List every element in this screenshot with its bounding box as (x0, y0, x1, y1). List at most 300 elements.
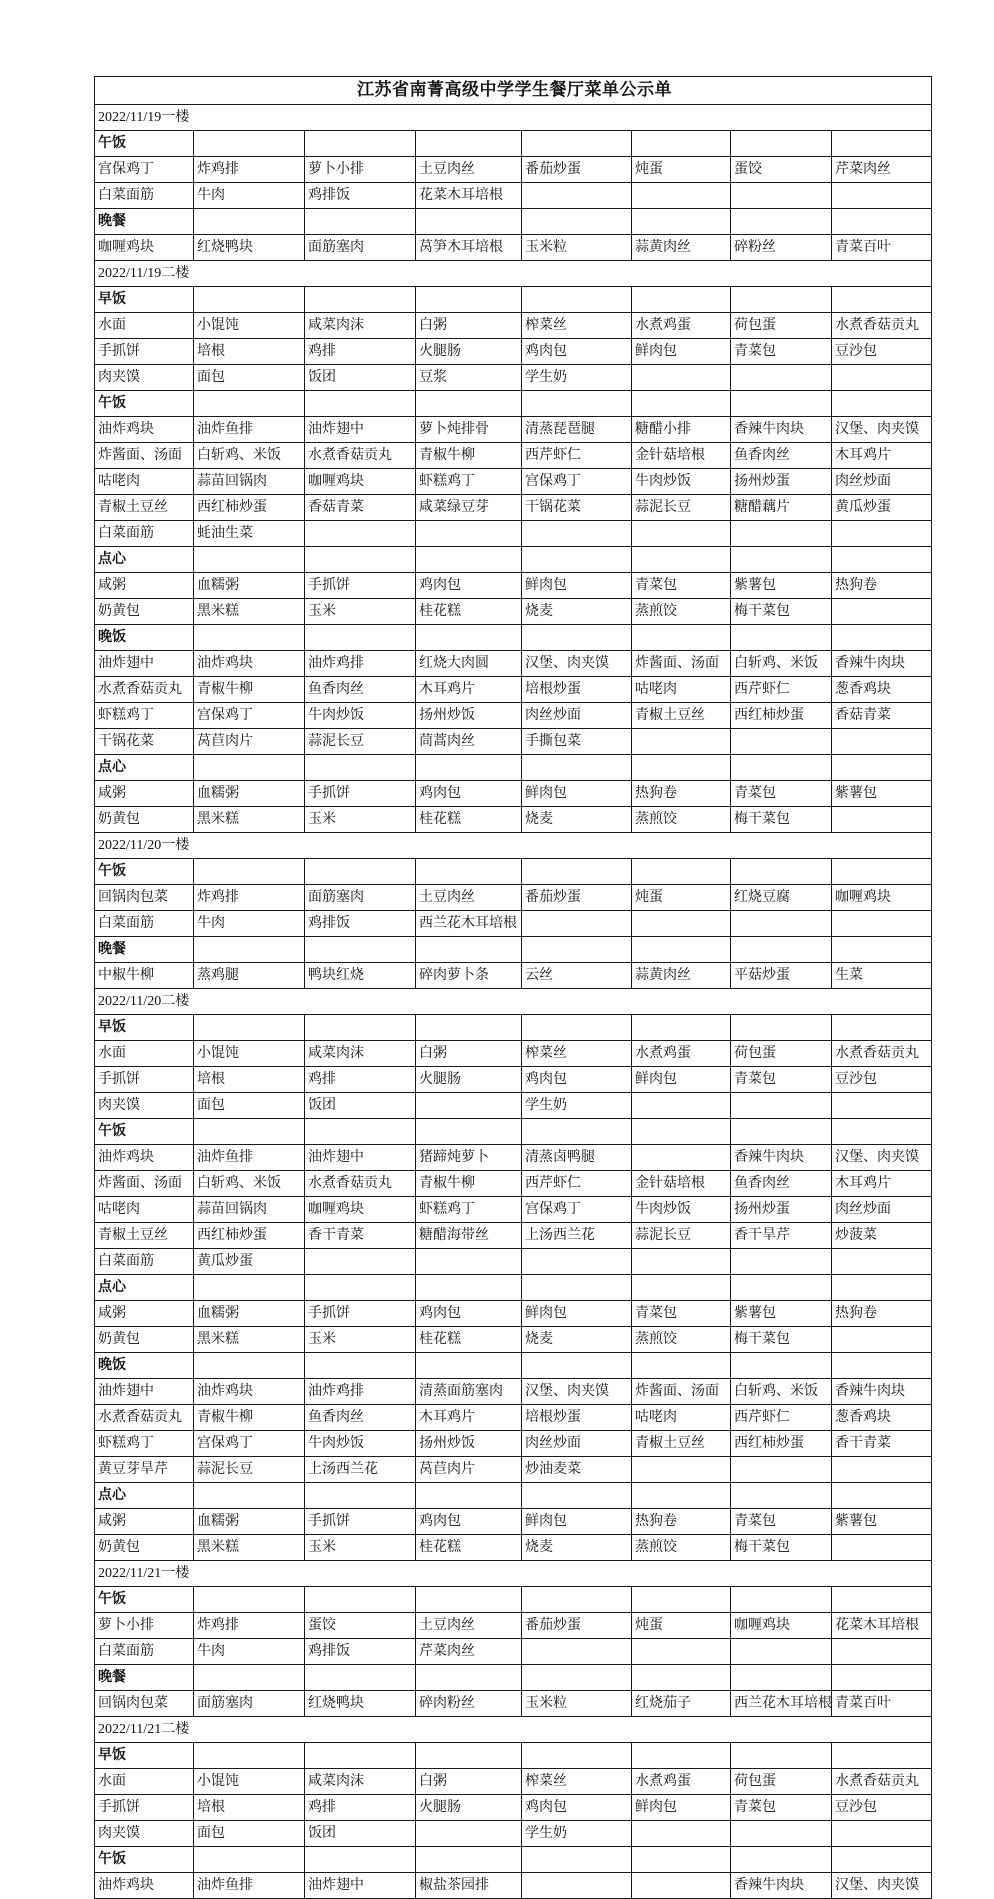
empty-cell (416, 755, 522, 781)
dish-cell: 香辣牛肉块 (731, 1873, 832, 1899)
dish-cell: 鸡肉包 (416, 1509, 522, 1535)
dish-cell: 水煮香菇贡丸 (832, 1769, 932, 1795)
dish-cell: 面筋塞肉 (305, 235, 416, 261)
dish-cell: 西兰花木耳培根 (731, 1691, 832, 1717)
dish-cell: 土豆肉丝 (416, 1613, 522, 1639)
empty-cell (731, 1743, 832, 1769)
empty-cell (632, 859, 731, 885)
dish-row (95, 807, 932, 833)
dish-cell: 炖蛋 (632, 157, 731, 183)
dish-row (95, 235, 932, 261)
empty-cell (522, 1847, 632, 1873)
dish-cell: 白斩鸡、米饭 (731, 1379, 832, 1405)
dish-cell: 咸菜肉沫 (305, 313, 416, 339)
empty-cell (832, 1015, 932, 1041)
dish-cell: 油炸鱼排 (194, 417, 305, 443)
dish-cell: 咕咾肉 (95, 469, 194, 495)
section-date-row (95, 261, 932, 287)
dish-cell: 水煮香菇贡丸 (95, 1405, 194, 1431)
empty-cell (832, 287, 932, 313)
dish-cell: 黄豆芽旱芹 (95, 1457, 194, 1483)
dish-cell (731, 1457, 832, 1483)
dish-cell (632, 1639, 731, 1665)
dish-cell: 青椒土豆丝 (95, 495, 194, 521)
dish-cell: 萝卜小排 (305, 157, 416, 183)
dish-cell: 水煮鸡蛋 (632, 1769, 731, 1795)
dish-cell: 牛肉炒饭 (305, 703, 416, 729)
empty-cell (522, 131, 632, 157)
empty-cell (305, 1119, 416, 1145)
dish-cell: 红烧鸭块 (194, 235, 305, 261)
empty-cell (305, 1275, 416, 1301)
dish-cell (731, 911, 832, 937)
dish-cell: 牛肉炒饭 (305, 1431, 416, 1457)
dish-cell (632, 1249, 731, 1275)
dish-cell: 蚝油生菜 (194, 521, 305, 547)
dish-cell: 水煮香菇贡丸 (305, 443, 416, 469)
dish-cell: 青菜包 (731, 1067, 832, 1093)
dish-row (95, 885, 932, 911)
meal-label: 点心 (95, 1275, 194, 1301)
dish-row (95, 703, 932, 729)
dish-cell: 白粥 (416, 1041, 522, 1067)
dish-cell: 桂花糕 (416, 599, 522, 625)
dish-cell: 花菜木耳培根 (416, 183, 522, 209)
dish-cell: 鸡肉包 (522, 1795, 632, 1821)
dish-cell: 虾糕鸡丁 (416, 469, 522, 495)
empty-cell (416, 1847, 522, 1873)
dish-cell: 黑米糕 (194, 1535, 305, 1561)
section-date-row (95, 105, 932, 131)
dish-cell: 鲜肉包 (522, 1509, 632, 1535)
empty-cell (522, 1483, 632, 1509)
empty-cell (305, 547, 416, 573)
dish-cell: 上汤西兰花 (522, 1223, 632, 1249)
dish-cell: 手抓饼 (305, 573, 416, 599)
dish-cell: 饭团 (305, 1821, 416, 1847)
empty-cell (632, 1587, 731, 1613)
dish-cell (832, 1249, 932, 1275)
dish-cell: 金针菇培根 (632, 443, 731, 469)
dish-row (95, 1795, 932, 1821)
dish-cell: 白斩鸡、米饭 (731, 651, 832, 677)
empty-cell (632, 209, 731, 235)
empty-cell (731, 1015, 832, 1041)
empty-cell (731, 1119, 832, 1145)
dish-cell: 水煮鸡蛋 (632, 1041, 731, 1067)
dish-cell: 肉夹馍 (95, 1093, 194, 1119)
dish-cell: 紫薯包 (731, 1301, 832, 1327)
dish-cell: 西芹虾仁 (731, 1405, 832, 1431)
dish-cell: 水煮香菇贡丸 (832, 313, 932, 339)
dish-row (95, 1249, 932, 1275)
dish-cell (731, 1639, 832, 1665)
dish-row (95, 1197, 932, 1223)
dish-cell (832, 1535, 932, 1561)
section-date-row (95, 1717, 932, 1743)
empty-cell (731, 287, 832, 313)
dish-cell: 香菇青菜 (305, 495, 416, 521)
empty-cell (305, 1743, 416, 1769)
empty-cell (632, 755, 731, 781)
dish-cell: 黑米糕 (194, 1327, 305, 1353)
dish-cell: 扬州炒饭 (416, 1431, 522, 1457)
dish-cell: 油炸翅中 (305, 1873, 416, 1899)
dish-cell: 血糯粥 (194, 1509, 305, 1535)
meal-header-row (95, 131, 932, 157)
meal-label: 午饭 (95, 1587, 194, 1613)
empty-cell (194, 1483, 305, 1509)
dish-cell: 桂花糕 (416, 1327, 522, 1353)
dish-row (95, 1379, 932, 1405)
empty-cell (632, 131, 731, 157)
dish-cell: 碎肉粉丝 (416, 1691, 522, 1717)
dish-cell: 咸菜肉沫 (305, 1041, 416, 1067)
dish-cell: 紫薯包 (731, 573, 832, 599)
dish-row (95, 417, 932, 443)
dish-cell: 萝卜炖排骨 (416, 417, 522, 443)
dish-cell: 紫薯包 (832, 1509, 932, 1535)
dish-cell: 干锅花菜 (95, 729, 194, 755)
dish-cell: 牛肉 (194, 911, 305, 937)
empty-cell (731, 859, 832, 885)
dish-cell: 鸡肉包 (522, 339, 632, 365)
empty-cell (194, 1743, 305, 1769)
dish-cell (832, 1093, 932, 1119)
dish-cell: 奶黄包 (95, 1535, 194, 1561)
dish-cell: 火腿肠 (416, 1795, 522, 1821)
dish-cell: 白菜面筋 (95, 1639, 194, 1665)
dish-cell: 汉堡、肉夹馍 (832, 1145, 932, 1171)
meal-label: 点心 (95, 547, 194, 573)
empty-cell (194, 391, 305, 417)
dish-cell: 手撕包菜 (522, 729, 632, 755)
dish-cell: 油炸鸡块 (194, 1379, 305, 1405)
dish-cell: 玉米 (305, 1535, 416, 1561)
empty-cell (416, 859, 522, 885)
dish-cell: 油炸鸡排 (305, 1379, 416, 1405)
meal-header-row (95, 755, 932, 781)
empty-cell (416, 1483, 522, 1509)
dish-cell: 炸鸡排 (194, 885, 305, 911)
dish-cell: 莴苣肉片 (194, 729, 305, 755)
dish-row (95, 677, 932, 703)
dish-cell: 鸡排饭 (305, 911, 416, 937)
dish-cell: 黄瓜炒蛋 (832, 495, 932, 521)
dish-cell (632, 1821, 731, 1847)
dish-row (95, 1509, 932, 1535)
dish-cell: 宫保鸡丁 (95, 157, 194, 183)
dish-cell: 油炸翅中 (95, 651, 194, 677)
dish-cell (632, 911, 731, 937)
dish-cell: 豆沙包 (832, 339, 932, 365)
dish-cell: 蒜泥长豆 (194, 1457, 305, 1483)
empty-cell (194, 625, 305, 651)
dish-cell: 鸡排饭 (305, 183, 416, 209)
empty-cell (416, 1353, 522, 1379)
dish-cell: 鲜肉包 (522, 1301, 632, 1327)
empty-cell (731, 937, 832, 963)
dish-row (95, 1535, 932, 1561)
dish-cell: 青菜包 (632, 573, 731, 599)
dish-row (95, 1613, 932, 1639)
dish-cell: 扬州炒蛋 (731, 469, 832, 495)
dish-cell: 清蒸卤鸭腿 (522, 1145, 632, 1171)
dish-cell (731, 1821, 832, 1847)
dish-cell: 青菜百叶 (832, 235, 932, 261)
dish-row (95, 781, 932, 807)
dish-cell: 蒜苗回锅肉 (194, 1197, 305, 1223)
dish-cell: 平菇炒蛋 (731, 963, 832, 989)
dish-cell: 小馄饨 (194, 1041, 305, 1067)
meal-label: 晚饭 (95, 625, 194, 651)
dish-cell (731, 729, 832, 755)
empty-cell (305, 1483, 416, 1509)
dish-row (95, 339, 932, 365)
empty-cell (416, 1275, 522, 1301)
dish-row (95, 1301, 932, 1327)
dish-cell: 炸酱面、汤面 (95, 1171, 194, 1197)
dish-cell: 鲜肉包 (632, 1067, 731, 1093)
empty-cell (731, 391, 832, 417)
dish-cell: 番茄炒蛋 (522, 157, 632, 183)
dish-cell (731, 1249, 832, 1275)
dish-cell: 咸粥 (95, 573, 194, 599)
empty-cell (832, 1119, 932, 1145)
dish-cell: 青椒牛柳 (416, 443, 522, 469)
dish-cell: 咖喱鸡块 (305, 469, 416, 495)
meal-label: 点心 (95, 755, 194, 781)
dish-cell: 宫保鸡丁 (194, 703, 305, 729)
dish-cell: 青椒牛柳 (194, 677, 305, 703)
dish-cell: 茼蒿肉丝 (416, 729, 522, 755)
empty-cell (194, 1665, 305, 1691)
dish-row (95, 1821, 932, 1847)
empty-cell (731, 755, 832, 781)
empty-cell (305, 755, 416, 781)
dish-cell: 鸡排 (305, 339, 416, 365)
empty-cell (194, 1015, 305, 1041)
empty-cell (832, 1587, 932, 1613)
dish-cell (832, 1821, 932, 1847)
section-date-row (95, 1561, 932, 1587)
empty-cell (194, 547, 305, 573)
dish-cell: 汉堡、肉夹馍 (522, 1379, 632, 1405)
dish-cell: 烧麦 (522, 807, 632, 833)
empty-cell (731, 625, 832, 651)
dish-cell: 饭团 (305, 365, 416, 391)
empty-cell (416, 1665, 522, 1691)
dish-cell: 热狗卷 (632, 1509, 731, 1535)
empty-cell (522, 625, 632, 651)
meal-label: 午饭 (95, 1847, 194, 1873)
empty-cell (522, 547, 632, 573)
dish-cell: 碎肉萝卜条 (416, 963, 522, 989)
empty-cell (305, 1587, 416, 1613)
dish-cell: 咸菜绿豆芽 (416, 495, 522, 521)
dish-cell: 红烧鸭块 (305, 1691, 416, 1717)
section-date: 2022/11/19二楼 (95, 261, 932, 287)
dish-cell: 青菜包 (731, 339, 832, 365)
dish-row (95, 1405, 932, 1431)
dish-cell (416, 1093, 522, 1119)
dish-cell: 西芹虾仁 (522, 443, 632, 469)
dish-cell: 手抓饼 (95, 1067, 194, 1093)
dish-cell: 炸鸡排 (194, 157, 305, 183)
empty-cell (832, 547, 932, 573)
dish-row (95, 1873, 932, 1899)
dish-cell: 鸡排 (305, 1067, 416, 1093)
dish-row (95, 521, 932, 547)
dish-cell: 油炸鱼排 (194, 1873, 305, 1899)
dish-cell: 宫保鸡丁 (522, 469, 632, 495)
dish-cell: 白斩鸡、米饭 (194, 1171, 305, 1197)
empty-cell (731, 547, 832, 573)
dish-cell (305, 1249, 416, 1275)
dish-row (95, 1691, 932, 1717)
empty-cell (194, 755, 305, 781)
dish-cell: 香辣牛肉块 (731, 417, 832, 443)
meal-label: 午饭 (95, 131, 194, 157)
dish-row (95, 1171, 932, 1197)
dish-cell: 梅干菜包 (731, 1535, 832, 1561)
dish-cell: 培根炒蛋 (522, 1405, 632, 1431)
dish-cell: 青椒土豆丝 (632, 1431, 731, 1457)
dish-cell: 鱼香肉丝 (731, 443, 832, 469)
dish-row (95, 1769, 932, 1795)
dish-cell: 牛肉 (194, 1639, 305, 1665)
dish-cell: 番茄炒蛋 (522, 885, 632, 911)
dish-cell: 红烧豆腐 (731, 885, 832, 911)
dish-cell: 牛肉 (194, 183, 305, 209)
dish-cell: 榨菜丝 (522, 1041, 632, 1067)
dish-cell (416, 521, 522, 547)
dish-cell: 梅干菜包 (731, 1327, 832, 1353)
dish-cell: 汉堡、肉夹馍 (832, 1873, 932, 1899)
dish-cell: 生菜 (832, 963, 932, 989)
dish-cell: 回锅肉包菜 (95, 1691, 194, 1717)
dish-row (95, 1327, 932, 1353)
dish-row (95, 183, 932, 209)
dish-cell: 白粥 (416, 1769, 522, 1795)
dish-row (95, 1067, 932, 1093)
dish-cell: 桂花糕 (416, 1535, 522, 1561)
dish-cell: 萝卜小排 (95, 1613, 194, 1639)
dish-row (95, 1639, 932, 1665)
dish-row (95, 1041, 932, 1067)
empty-cell (632, 1275, 731, 1301)
dish-cell: 西兰花木耳培根 (416, 911, 522, 937)
dish-cell: 油炸鸡块 (95, 1873, 194, 1899)
dish-cell: 牛肉炒饭 (632, 1197, 731, 1223)
dish-cell: 鲜肉包 (632, 1795, 731, 1821)
empty-cell (632, 1483, 731, 1509)
dish-cell: 鸭块红烧 (305, 963, 416, 989)
dish-cell: 饭团 (305, 1093, 416, 1119)
empty-cell (832, 391, 932, 417)
dish-cell: 油炸鸡排 (305, 651, 416, 677)
dish-cell: 芹菜肉丝 (832, 157, 932, 183)
dish-cell: 虾糕鸡丁 (416, 1197, 522, 1223)
dish-row (95, 313, 932, 339)
empty-cell (832, 1847, 932, 1873)
dish-cell: 青椒土豆丝 (632, 703, 731, 729)
dish-cell: 肉丝炒面 (832, 1197, 932, 1223)
dish-cell: 油炸鱼排 (194, 1145, 305, 1171)
empty-cell (632, 1847, 731, 1873)
empty-cell (522, 1119, 632, 1145)
dish-cell (632, 1457, 731, 1483)
dish-cell (832, 1457, 932, 1483)
dish-cell: 咖喱鸡块 (305, 1197, 416, 1223)
dish-cell: 白斩鸡、米饭 (194, 443, 305, 469)
empty-cell (416, 1015, 522, 1041)
empty-cell (416, 1743, 522, 1769)
dish-cell: 西红柿炒蛋 (194, 1223, 305, 1249)
dish-cell: 西红柿炒蛋 (731, 703, 832, 729)
dish-cell: 梅干菜包 (731, 807, 832, 833)
dish-cell: 榨菜丝 (522, 313, 632, 339)
dish-cell: 热狗卷 (832, 1301, 932, 1327)
dish-cell: 香菇青菜 (832, 703, 932, 729)
dish-cell (832, 911, 932, 937)
dish-cell (832, 599, 932, 625)
section-date: 2022/11/20二楼 (95, 989, 932, 1015)
dish-cell: 蛋饺 (305, 1613, 416, 1639)
dish-cell: 炒油麦菜 (522, 1457, 632, 1483)
dish-cell: 咖喱鸡块 (832, 885, 932, 911)
section-date-row (95, 833, 932, 859)
dish-row (95, 1457, 932, 1483)
dish-cell: 学生奶 (522, 1821, 632, 1847)
dish-cell: 炖蛋 (632, 1613, 731, 1639)
meal-header-row (95, 287, 932, 313)
dish-cell: 鸡肉包 (416, 573, 522, 599)
dish-cell: 玉米粒 (522, 235, 632, 261)
empty-cell (194, 287, 305, 313)
dish-row (95, 911, 932, 937)
dish-cell: 豆沙包 (832, 1795, 932, 1821)
dish-cell: 炸鸡排 (194, 1613, 305, 1639)
dish-cell: 手抓饼 (305, 1509, 416, 1535)
empty-cell (632, 1015, 731, 1041)
empty-cell (832, 1353, 932, 1379)
dish-cell: 花菜木耳培根 (832, 1613, 932, 1639)
empty-cell (194, 1353, 305, 1379)
dish-cell: 肉夹馍 (95, 1821, 194, 1847)
dish-cell: 鲜肉包 (632, 339, 731, 365)
dish-cell (731, 365, 832, 391)
dish-cell: 虾糕鸡丁 (95, 1431, 194, 1457)
empty-cell (832, 1665, 932, 1691)
dish-cell: 宫保鸡丁 (194, 1431, 305, 1457)
empty-cell (305, 1015, 416, 1041)
meal-label: 晚餐 (95, 937, 194, 963)
empty-cell (632, 391, 731, 417)
empty-cell (416, 1119, 522, 1145)
empty-cell (832, 1275, 932, 1301)
empty-cell (522, 1743, 632, 1769)
empty-cell (305, 1847, 416, 1873)
empty-cell (305, 859, 416, 885)
dish-row (95, 1223, 932, 1249)
dish-row (95, 1431, 932, 1457)
dish-cell: 咸粥 (95, 781, 194, 807)
dish-cell: 油炸鸡块 (95, 1145, 194, 1171)
empty-cell (731, 1847, 832, 1873)
dish-cell: 水煮香菇贡丸 (832, 1041, 932, 1067)
dish-cell: 白菜面筋 (95, 1249, 194, 1275)
